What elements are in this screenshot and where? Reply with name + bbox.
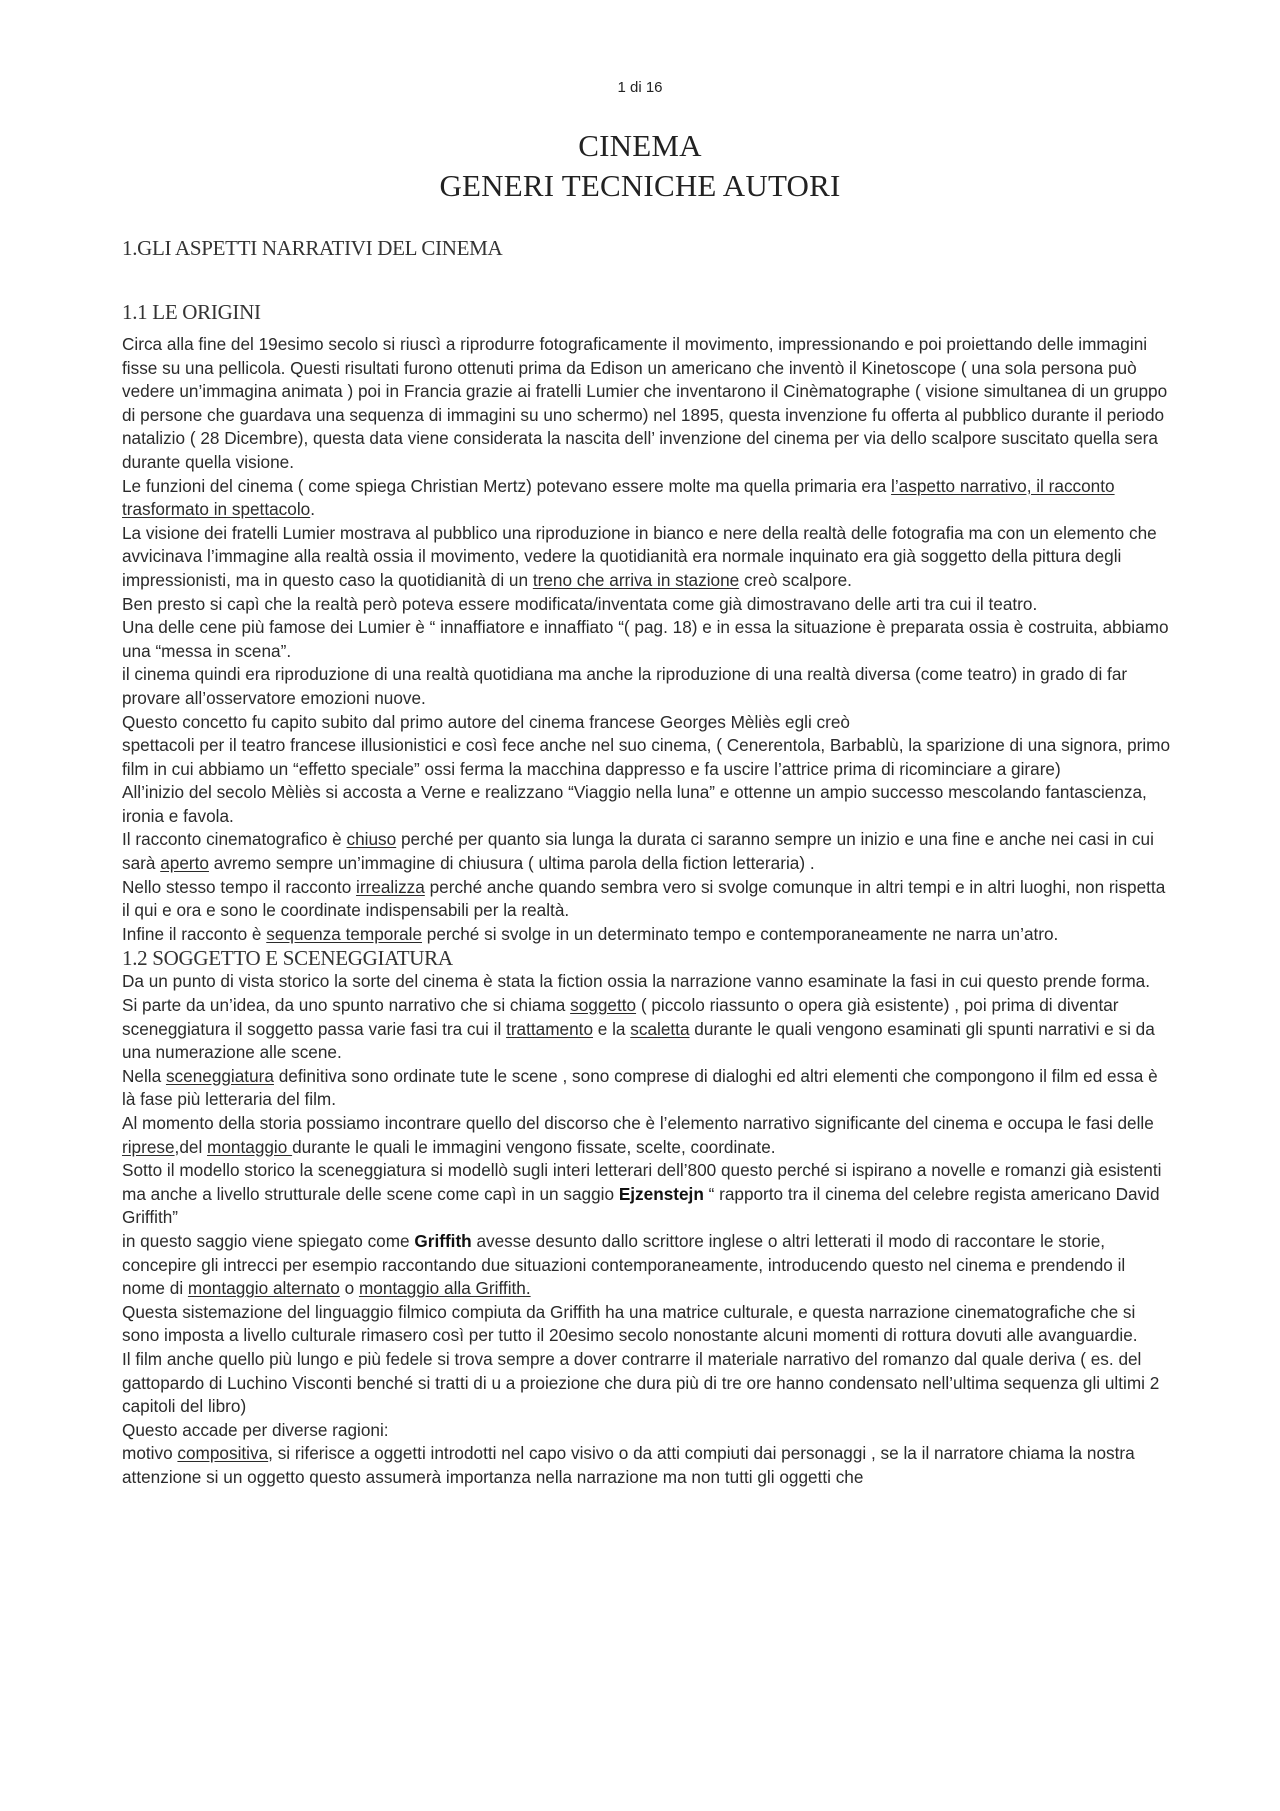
text-run: Una delle cene più famose dei Lumier è “ innaffiatore e innaffiato “( pag. 18) e in essa la situazione è preparata ossia è costruita, abbiamo una “messa in scena”. [122, 617, 1169, 661]
paragraph [122, 876, 1172, 923]
text-run: perché per quanto sia lunga la durata ci saranno sempre un inizio e una fine e anche nei casi in cui sarà [122, 829, 1154, 874]
underlined-term: montaggio alla Griffith. [358, 1278, 531, 1299]
underlined-term: sequenza temporale [266, 923, 423, 944]
paragraph [122, 994, 1172, 1065]
text-run: motivo [122, 1443, 178, 1464]
section-heading-1-1: 1.1 LE ORIGINI [122, 300, 261, 324]
underlined-term: soggetto [570, 995, 637, 1016]
section-heading-1-2: 1.2 SOGGETTO E SCENEGGIATURA [122, 946, 453, 971]
paragraph [122, 1442, 1172, 1489]
paragraph [122, 1348, 1172, 1419]
underlined-term: chiuso [346, 829, 397, 850]
paragraph [122, 616, 1172, 663]
paragraph [122, 781, 1172, 828]
text-run: ,del [174, 1136, 208, 1157]
underlined-term: l’aspetto narrativo, il racconto trasformato in spettacolo [122, 475, 1115, 520]
underlined-term: trattamento [506, 1018, 593, 1039]
text-run: Questa sistemazione del linguaggio filmico compiuta da Griffith ha una matrice culturale, e questa narrazione cinematografiche che si sono imposta a livello culturale rimasero così per tutto il 20esimo secolo nonostante alcuni momenti di rottura dovuti alle avanguardie. [122, 1301, 1138, 1346]
underlined-term: sceneggiatura [165, 1065, 274, 1086]
text-run: o [339, 1278, 359, 1299]
paragraph [122, 1112, 1172, 1159]
text-run: All’inizio del secolo Mèliès si accosta a Verne e realizzano “Viaggio nella luna” e ottenne un ampio successo mescolando fantascienza, ironia e favola. [122, 782, 1147, 826]
paragraph [122, 333, 1172, 475]
underlined-term: montaggio alternato [187, 1278, 340, 1299]
paragraph [122, 828, 1172, 875]
paragraph [122, 970, 1172, 994]
text-run: avremo sempre un’immagine di chiusura ( ultima parola della fiction letteraria) . [208, 853, 815, 874]
text-run: Questo concetto fu capito subito dal primo autore del cinema francese Georges Mèliès egli creò [122, 711, 850, 732]
underlined-term: compositiva [177, 1443, 269, 1464]
text-run: , si riferisce a oggetti introdotti nel capo visivo o da atti compiuti dai personaggi , se la il narratore chiama la nostra attenzione si un oggetto questo assumerà importanza nella narrazione ma non tutti gli oggetti che [122, 1443, 1135, 1487]
text-run: e la [593, 1018, 631, 1039]
paragraph [122, 1065, 1172, 1112]
text-run: . [310, 499, 315, 520]
text-run: “ rapporto tra il cinema del celebre regista americano David Griffith” [122, 1183, 1160, 1228]
underlined-term: montaggio [207, 1136, 293, 1157]
page-number: 1 di 16 [617, 79, 663, 96]
text-run: Nello stesso tempo il racconto [122, 876, 357, 897]
text-run: durante le quali le immagini vengono fissate, scelte, coordinate. [292, 1136, 776, 1157]
underlined-term: scaletta [630, 1018, 690, 1039]
paragraph [122, 734, 1172, 781]
text-run: Da un punto di vista storico la sorte del cinema è stata la fiction ossia la narrazione vanno esaminate la fasi in cui questo prende forma. [122, 971, 1150, 992]
text-run: durante le quali vengono esaminati gli spunti narrativi e si da una numerazione alle scene. [122, 1018, 1155, 1063]
paragraph [122, 1419, 1172, 1443]
text-run: Sotto il modello storico la sceneggiatura si modellò sugli interi letterari dell’800 questo perché si ispirano a novelle e romanzi già esistenti ma anche a livello strutturale delle scene come capì in un saggio [122, 1160, 1162, 1204]
text-run: definitiva sono ordinate tute le scene , sono comprese di dialoghi ed altri elementi che compongono il film ed essa è là fase più letteraria del film. [122, 1065, 1158, 1110]
text-run: perché anche quando sembra vero si svolge comunque in altri tempi e in altri luoghi, non rispetta il qui e ora e sono le coordinate indispensabili per la realtà. [122, 876, 1166, 921]
text-run: Le funzioni del cinema ( come spiega Christian Mertz) potevano essere molte ma quella primaria era [122, 475, 892, 496]
bold-name: Ejzenstejn [618, 1183, 704, 1204]
text-run: perché si svolge in un determinato tempo e contemporaneamente ne narra un’atro. [422, 923, 1059, 944]
text-run: Al momento della storia possiamo incontrare quello del discorso che è l’elemento narrativo significante del cinema e occupa le fasi delle [122, 1113, 1154, 1133]
paragraph [122, 711, 1172, 735]
text-run: Si parte da un’idea, da uno spunto narrativo che si chiama [122, 995, 571, 1016]
text-run: creò scalpore. [739, 569, 852, 590]
underlined-term: treno che arriva in stazione [532, 569, 740, 590]
paragraph [122, 1159, 1172, 1230]
underlined-term: riprese [122, 1136, 175, 1157]
paragraph [122, 1301, 1172, 1348]
text-run: avesse desunto dallo scrittore inglese o altri letterati il modo di raccontare le storie, concepire gli intrecci per esempio raccontando due situazioni contemporaneamente, introducendo questo nel cinema e prendendo il nome di [122, 1230, 1126, 1299]
section-heading-1: 1.GLI ASPETTI NARRATIVI DEL CINEMA [122, 236, 503, 260]
text-run: Nella [122, 1065, 166, 1086]
text-run: Il film anche quello più lungo e più fedele si trova sempre a dover contrarre il materiale narrativo del romanzo dal quale deriva ( es. del gattopardo di Luchino Visconti benché si tratti di u a proiezione che dura più di tre ore hanno condensato nell’ultima sequenza gli ultimi 2 capitoli del libro) [122, 1348, 1160, 1417]
bold-name: Griffith [414, 1230, 472, 1251]
text-run: La visione dei fratelli Lumier mostrava al pubblico una riproduzione in bianco e nere della realtà delle fotografia ma con un elemento che avvicinava l’immagine alla realtà ossia il movimento, vedere la quotidianità era normale inquinato era già soggetto della pittura degli impressionisti, ma in questo caso la quotidianità di un [122, 522, 1157, 590]
paragraph [122, 475, 1172, 522]
paragraph [122, 593, 1172, 617]
underlined-term: aperto [160, 853, 209, 874]
text-run: in questo saggio viene spiegato come [122, 1230, 415, 1251]
paragraph [122, 663, 1172, 710]
paragraph [122, 1230, 1172, 1301]
text-run: Il racconto cinematografico è [122, 829, 347, 850]
text-run: Circa alla fine del 19esimo secolo si riuscì a riprodurre fotograficamente il movimento, impressionando e poi proiettando delle immagini fisse su una pellicola. Questi risultati furono ottenuti prima da Edison un americano che inventò il Kinetoscope ( una sola persona può vedere un’immagina animata ) poi in Francia grazie ai fratelli Lumier che inventarono il Cinèmatographe ( visione simultanea di un gruppo di persone che guardava una sequenza di immagini su uno schermo) nel 1895, questa invenzione fu offerta al pubblico durante il periodo natalizio ( 28 Dicembre), questa data viene considerata la nascita dell’ invenzione del cinema per via dello scalpore suscitato quella sera durante quella visione. [122, 334, 1168, 472]
text-run: il cinema quindi era riproduzione di una realtà quotidiana ma anche la riproduzione di una realtà diversa (come teatro) in grado di far provare all’osservatore emozioni nuove. [122, 664, 1128, 708]
text-run: Infine il racconto è [122, 923, 267, 944]
paragraph [122, 522, 1172, 593]
text-run: Ben presto si capì che la realtà però poteva essere modificata/inventata come già dimostravano delle arti tra cui il teatro. [122, 593, 1038, 614]
text-run: spettacoli per il teatro francese illusionistici e così fece anche nel suo cinema, ( Cenerentola, Barbablù, la sparizione di una signora, primo film in cui abbiamo un “effetto speciale” ossi ferma la macchina dappresso e fa uscire l’attrice prima di ricominciare a girare) [122, 735, 1171, 779]
document-subtitle: GENERI TECNICHE AUTORI [439, 168, 841, 203]
text-run: Questo accade per diverse ragioni: [122, 1419, 389, 1440]
paragraph [122, 923, 1172, 947]
body-text [122, 333, 1172, 1490]
document-title: CINEMA [578, 128, 702, 163]
underlined-term: irrealizza [356, 876, 425, 897]
text-run: ( piccolo riassunto o opera già esistente) , poi prima di diventar sceneggiatura il soggetto passa varie fasi tra cui il [122, 995, 1119, 1039]
